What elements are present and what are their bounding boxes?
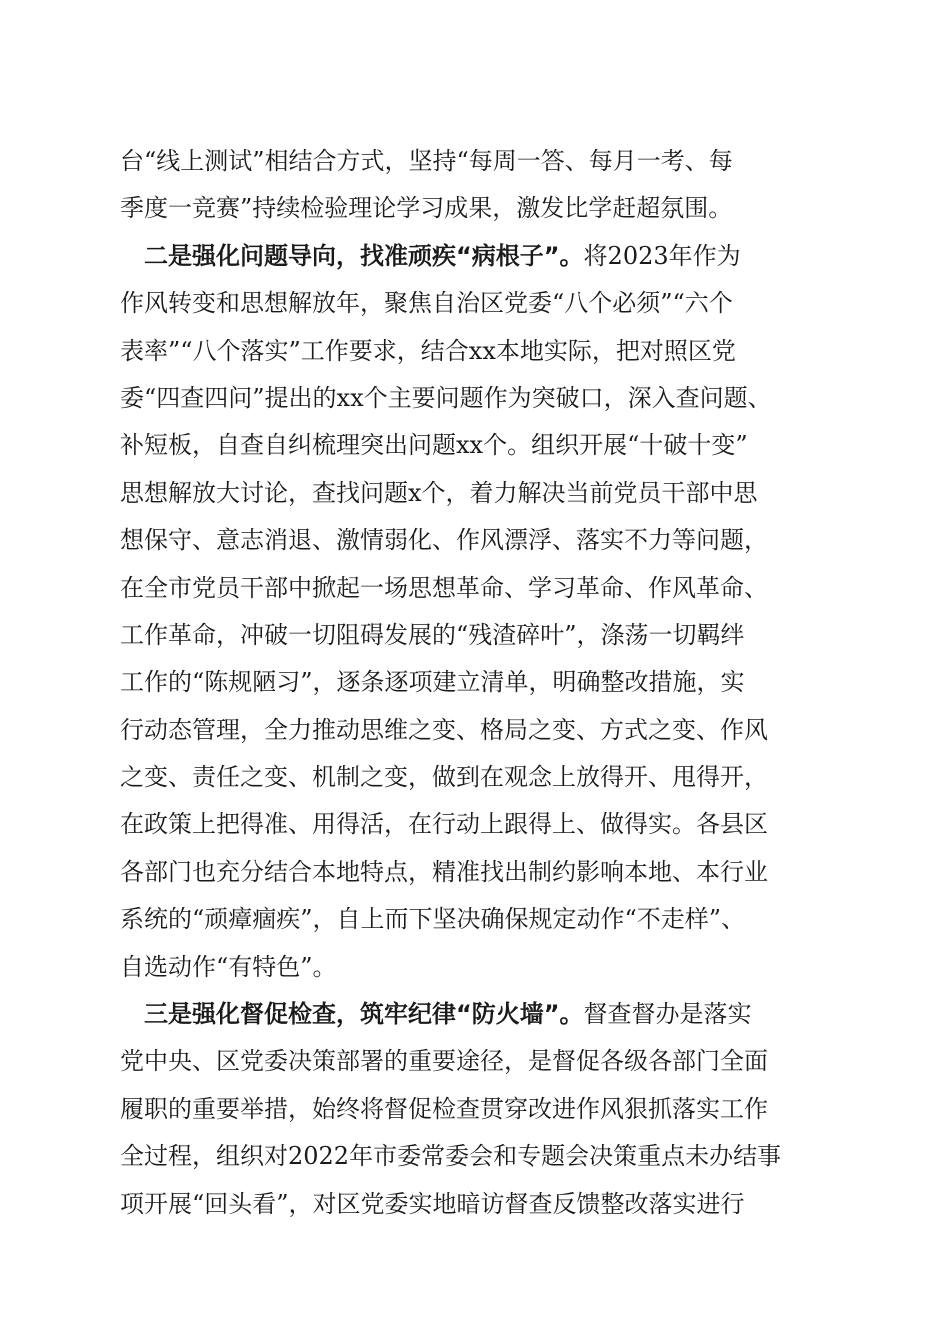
- text-line: 补短板，自查自纠梳理突出问题xx个。组织开展“十破十变”: [120, 431, 748, 460]
- text-fragment: 督查督办是落实: [583, 1000, 752, 1029]
- text-line: 作风转变和思想解放年，聚焦自治区党委“八个必须”“六个: [120, 289, 733, 318]
- text-line: 季度一竞赛”持续检验理论学习成果，激发比学赶超氛围。: [120, 194, 733, 223]
- text-line: 党中央、区党委决策部署的重要途径，是督促各级各部门全面: [120, 1047, 768, 1076]
- text-line: 项开展“回头看”，对区党委实地暗访督查反馈整改落实进行: [120, 1189, 745, 1218]
- text-line: 全过程，组织对2022年市委常委会和专题会决策重点未办结事: [120, 1142, 782, 1171]
- text-line: 系统的“顽瘴痼疾”，自上而下坚决确保规定动作“不走样”、: [120, 905, 746, 934]
- text-line: 工作革命，冲破一切阻碍发展的“残渣碎叶”，涤荡一切羁绊: [120, 620, 745, 649]
- paragraph-start-line: [120, 233, 840, 280]
- paragraph-start-line: [120, 991, 840, 1038]
- text-line: 委“四查四问”提出的xx个主要问题作为突破口，深入查问题、: [120, 383, 772, 412]
- paragraph-lead-heading: 二是强化问题导向，找准顽疾“病根子”。: [144, 241, 584, 270]
- text-line: 思想解放大讨论，查找问题x个，着力解决当前党员干部中思: [120, 478, 758, 507]
- paragraph-lead-heading: 三是强化督促检查，筑牢纪律“防火墙”。: [144, 1000, 584, 1029]
- text-line: 行动态管理，全力推动思维之变、格局之变、方式之变、作风: [120, 715, 768, 744]
- text-line: 履职的重要举措，始终将督促检查贯穿改进作风狠抓落实工作: [120, 1094, 768, 1123]
- text-line: 各部门也充分结合本地特点，精准找出制约影响本地、本行业: [120, 857, 768, 886]
- text-fragment: 将2023年作为: [583, 241, 741, 270]
- text-line: 表率”“八个落实”工作要求，结合xx本地实际，把对照区党: [120, 336, 736, 365]
- text-line: 之变、责任之变、机制之变，做到在观念上放得开、甩得开，: [120, 763, 768, 792]
- text-line: 在政策上把得准、用得活，在行动上跟得上、做得实。各县区: [120, 810, 768, 839]
- text-line: 台“线上测试”相结合方式，坚持“每周一答、每月一考、每: [120, 147, 733, 175]
- text-line: 工作的“陈规陋习”，逐条逐项建立清单，明确整改措施，实: [120, 668, 745, 697]
- text-line: 自选动作“有特色”。: [120, 952, 337, 981]
- text-line: 在全市党员干部中掀起一场思想革命、学习革命、作风革命、: [120, 573, 768, 602]
- text-line: 想保守、意志消退、激情弱化、作风漂浮、落实不力等问题，: [120, 526, 768, 555]
- body-text: [120, 138, 840, 1228]
